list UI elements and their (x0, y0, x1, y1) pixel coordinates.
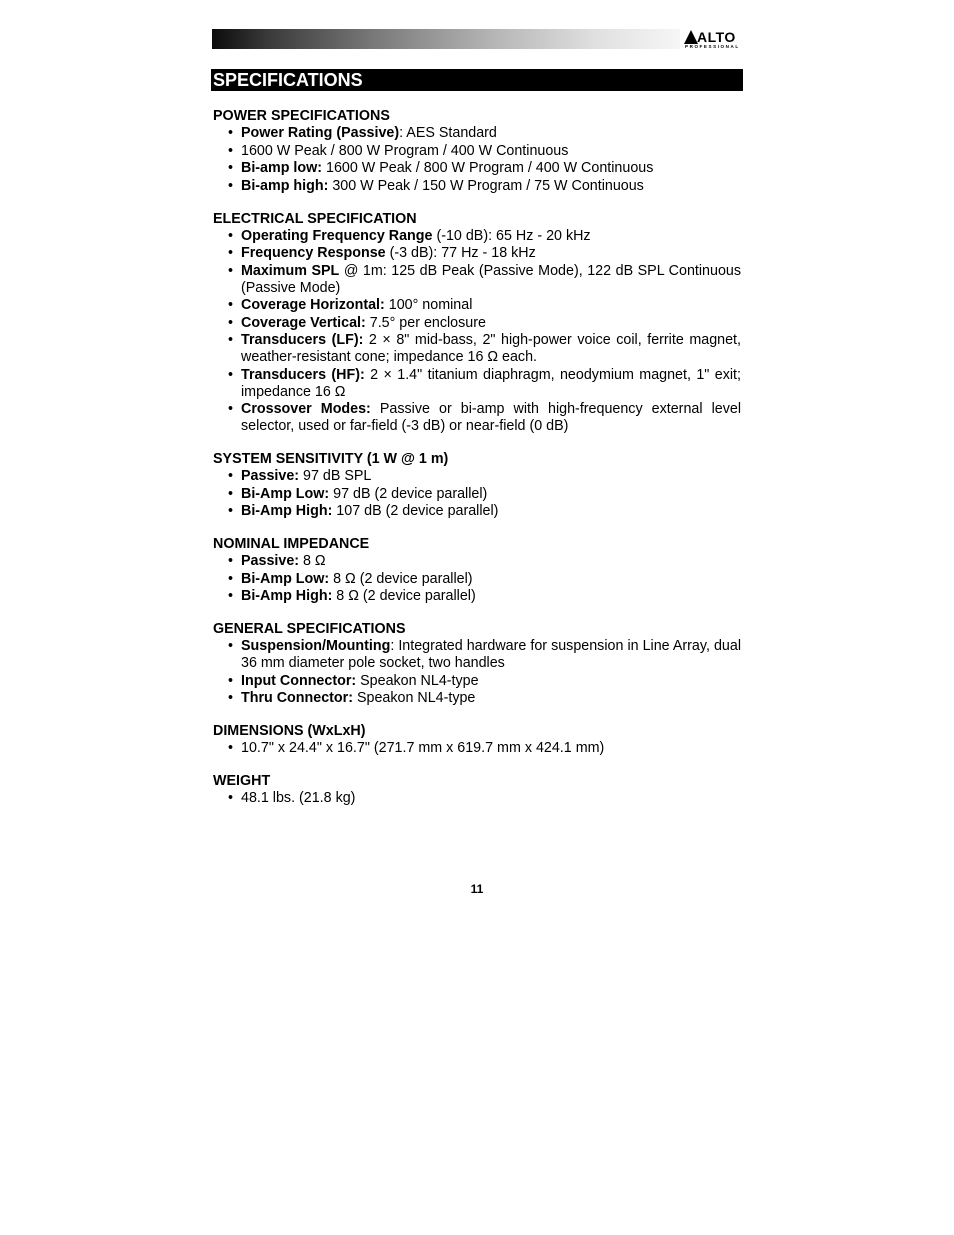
list-item (213, 638, 741, 672)
header-gradient-bar (212, 29, 680, 49)
alto-logo (684, 29, 744, 51)
item-label: Passive: (241, 553, 300, 569)
spec-list (213, 553, 741, 605)
item-label: Crossover Modes: (241, 401, 371, 417)
logo-subtext: PROFESSIONAL (685, 44, 740, 49)
item-text: 8 Ω (2 device parallel) (329, 570, 473, 587)
spec-list (213, 125, 741, 195)
spec-section (213, 536, 741, 605)
item-text: Passive or bi-amp with high-frequency external level selector, used or far-field (-3 dB) or near-field (0 dB) (241, 401, 741, 434)
item-text: @ 1m: 125 dB Peak (Passive Mode), 122 dB SPL Continuous (Passive Mode) (241, 262, 742, 296)
bullet-icon: • (228, 160, 234, 176)
bullet-icon: • (228, 588, 234, 604)
list-item (213, 297, 741, 314)
bullet-icon: • (228, 638, 234, 654)
list-item (213, 401, 741, 435)
spec-section (213, 723, 741, 757)
section-heading: SYSTEM SENSITIVITY (1 W @ 1 m) (213, 451, 449, 467)
list-item (213, 143, 741, 160)
item-text: 97 dB (2 device parallel) (329, 485, 488, 502)
list-item (213, 315, 741, 332)
list-item (213, 553, 741, 570)
bullet-icon: • (228, 262, 234, 279)
item-label: Thru Connector: (241, 690, 353, 706)
item-label: Bi-amp high: (241, 177, 329, 194)
list-item (213, 740, 741, 757)
section-heading: POWER SPECIFICATIONS (213, 108, 390, 124)
bullet-icon: • (228, 740, 234, 756)
list-item (213, 673, 741, 690)
item-label: Bi-Amp Low: (241, 485, 330, 502)
specifications-content (213, 108, 741, 823)
section-heading: DIMENSIONS (WxLxH) (213, 723, 366, 739)
page-title: SPECIFICATIONS (211, 69, 743, 91)
item-label: Coverage Horizontal: (241, 297, 385, 313)
bullet-icon: • (228, 125, 234, 141)
item-label: Bi-amp low: (241, 160, 323, 176)
item-text: 100° nominal (384, 297, 473, 313)
logo-triangle-icon (684, 30, 698, 44)
item-text: (-10 dB): 65 Hz - 20 kHz (432, 227, 591, 244)
bullet-icon: • (228, 314, 234, 331)
list-item (213, 790, 741, 807)
item-label: Operating Frequency Range (241, 227, 433, 244)
list-item (213, 228, 741, 245)
item-text: 300 W Peak / 150 W Program / 75 W Continuous (328, 177, 644, 194)
item-text: 2 × 8" mid-bass, 2" high-power voice coil, ferrite magnet, weather-resistant cone; impedance 16 Ω each. (241, 332, 742, 365)
bullet-icon: • (228, 401, 234, 417)
section-heading: WEIGHT (213, 773, 271, 789)
spec-list (213, 468, 741, 520)
item-text: 1600 W Peak / 800 W Program / 400 W Continuous (241, 142, 569, 159)
item-label: Bi-Amp High: (241, 503, 333, 519)
list-item (213, 503, 741, 520)
item-text: 97 dB SPL (299, 468, 372, 484)
item-label: Bi-Amp High: (241, 588, 333, 604)
spec-list (213, 790, 741, 807)
item-text: 48.1 lbs. (21.8 kg) (241, 790, 356, 806)
item-text: Speakon NL4-type (352, 690, 476, 706)
item-text: : Integrated hardware for suspension in Line Array, dual 36 mm diameter pole socket, two handles (241, 638, 741, 671)
item-label: Bi-Amp Low: (241, 570, 330, 587)
bullet-icon: • (228, 468, 234, 484)
spec-section (213, 621, 741, 707)
item-text: 107 dB (2 device parallel) (332, 503, 499, 519)
spec-list (213, 228, 741, 436)
bullet-icon: • (228, 297, 234, 313)
list-item (213, 690, 741, 707)
list-item (213, 571, 741, 588)
spec-list (213, 740, 741, 757)
list-item (213, 178, 741, 195)
section-heading: ELECTRICAL SPECIFICATION (213, 210, 417, 227)
list-item (213, 160, 741, 177)
page-number: 11 (470, 882, 484, 896)
item-text: : AES Standard (399, 125, 497, 141)
bullet-icon: • (228, 177, 234, 194)
logo-text: ALTO (697, 29, 736, 45)
bullet-icon: • (228, 503, 234, 519)
spec-section (213, 451, 741, 520)
section-heading: GENERAL SPECIFICATIONS (213, 621, 406, 637)
list-item (213, 468, 741, 485)
list-item (213, 263, 741, 297)
bullet-icon: • (228, 332, 234, 348)
bullet-icon: • (228, 570, 234, 587)
item-label: Maximum SPL (241, 262, 340, 279)
item-label: Passive: (241, 468, 300, 484)
spec-section (213, 773, 741, 807)
item-text: 8 Ω (2 device parallel) (332, 588, 476, 604)
bullet-icon: • (228, 790, 234, 806)
item-label: Input Connector: (241, 672, 357, 689)
bullet-icon: • (228, 485, 234, 502)
item-label: Power Rating (Passive) (241, 125, 400, 141)
bullet-icon: • (228, 690, 234, 706)
item-text: 1600 W Peak / 800 W Program / 400 W Continuous (322, 160, 654, 176)
bullet-icon: • (228, 553, 234, 569)
item-label: Transducers (LF): (241, 332, 364, 348)
list-item (213, 486, 741, 503)
bullet-icon: • (228, 245, 234, 261)
bullet-icon: • (228, 227, 234, 244)
item-text: 2 × 1.4" titanium diaphragm, neodymium magnet, 1" exit; impedance 16 Ω (241, 366, 741, 400)
item-text: 8 Ω (299, 553, 326, 569)
spec-section (213, 108, 741, 195)
item-text: 10.7" x 24.4" x 16.7" (271.7 mm x 619.7 mm x 424.1 mm) (241, 740, 605, 756)
list-item (213, 125, 741, 142)
item-text: Speakon NL4-type (356, 672, 479, 689)
item-label: Frequency Response (241, 245, 386, 261)
bullet-icon: • (228, 142, 234, 159)
bullet-icon: • (228, 672, 234, 689)
item-text: 7.5° per enclosure (365, 314, 486, 331)
section-heading: NOMINAL IMPEDANCE (213, 536, 370, 552)
spec-list (213, 638, 741, 707)
item-text: (-3 dB): 77 Hz - 18 kHz (385, 245, 536, 261)
item-label: Suspension/Mounting (241, 638, 391, 654)
bullet-icon: • (228, 366, 234, 383)
list-item (213, 367, 741, 401)
list-item (213, 588, 741, 605)
item-label: Transducers (HF): (241, 366, 365, 383)
spec-section (213, 211, 741, 436)
list-item (213, 332, 741, 366)
item-label: Coverage Vertical: (241, 314, 366, 331)
list-item (213, 245, 741, 262)
